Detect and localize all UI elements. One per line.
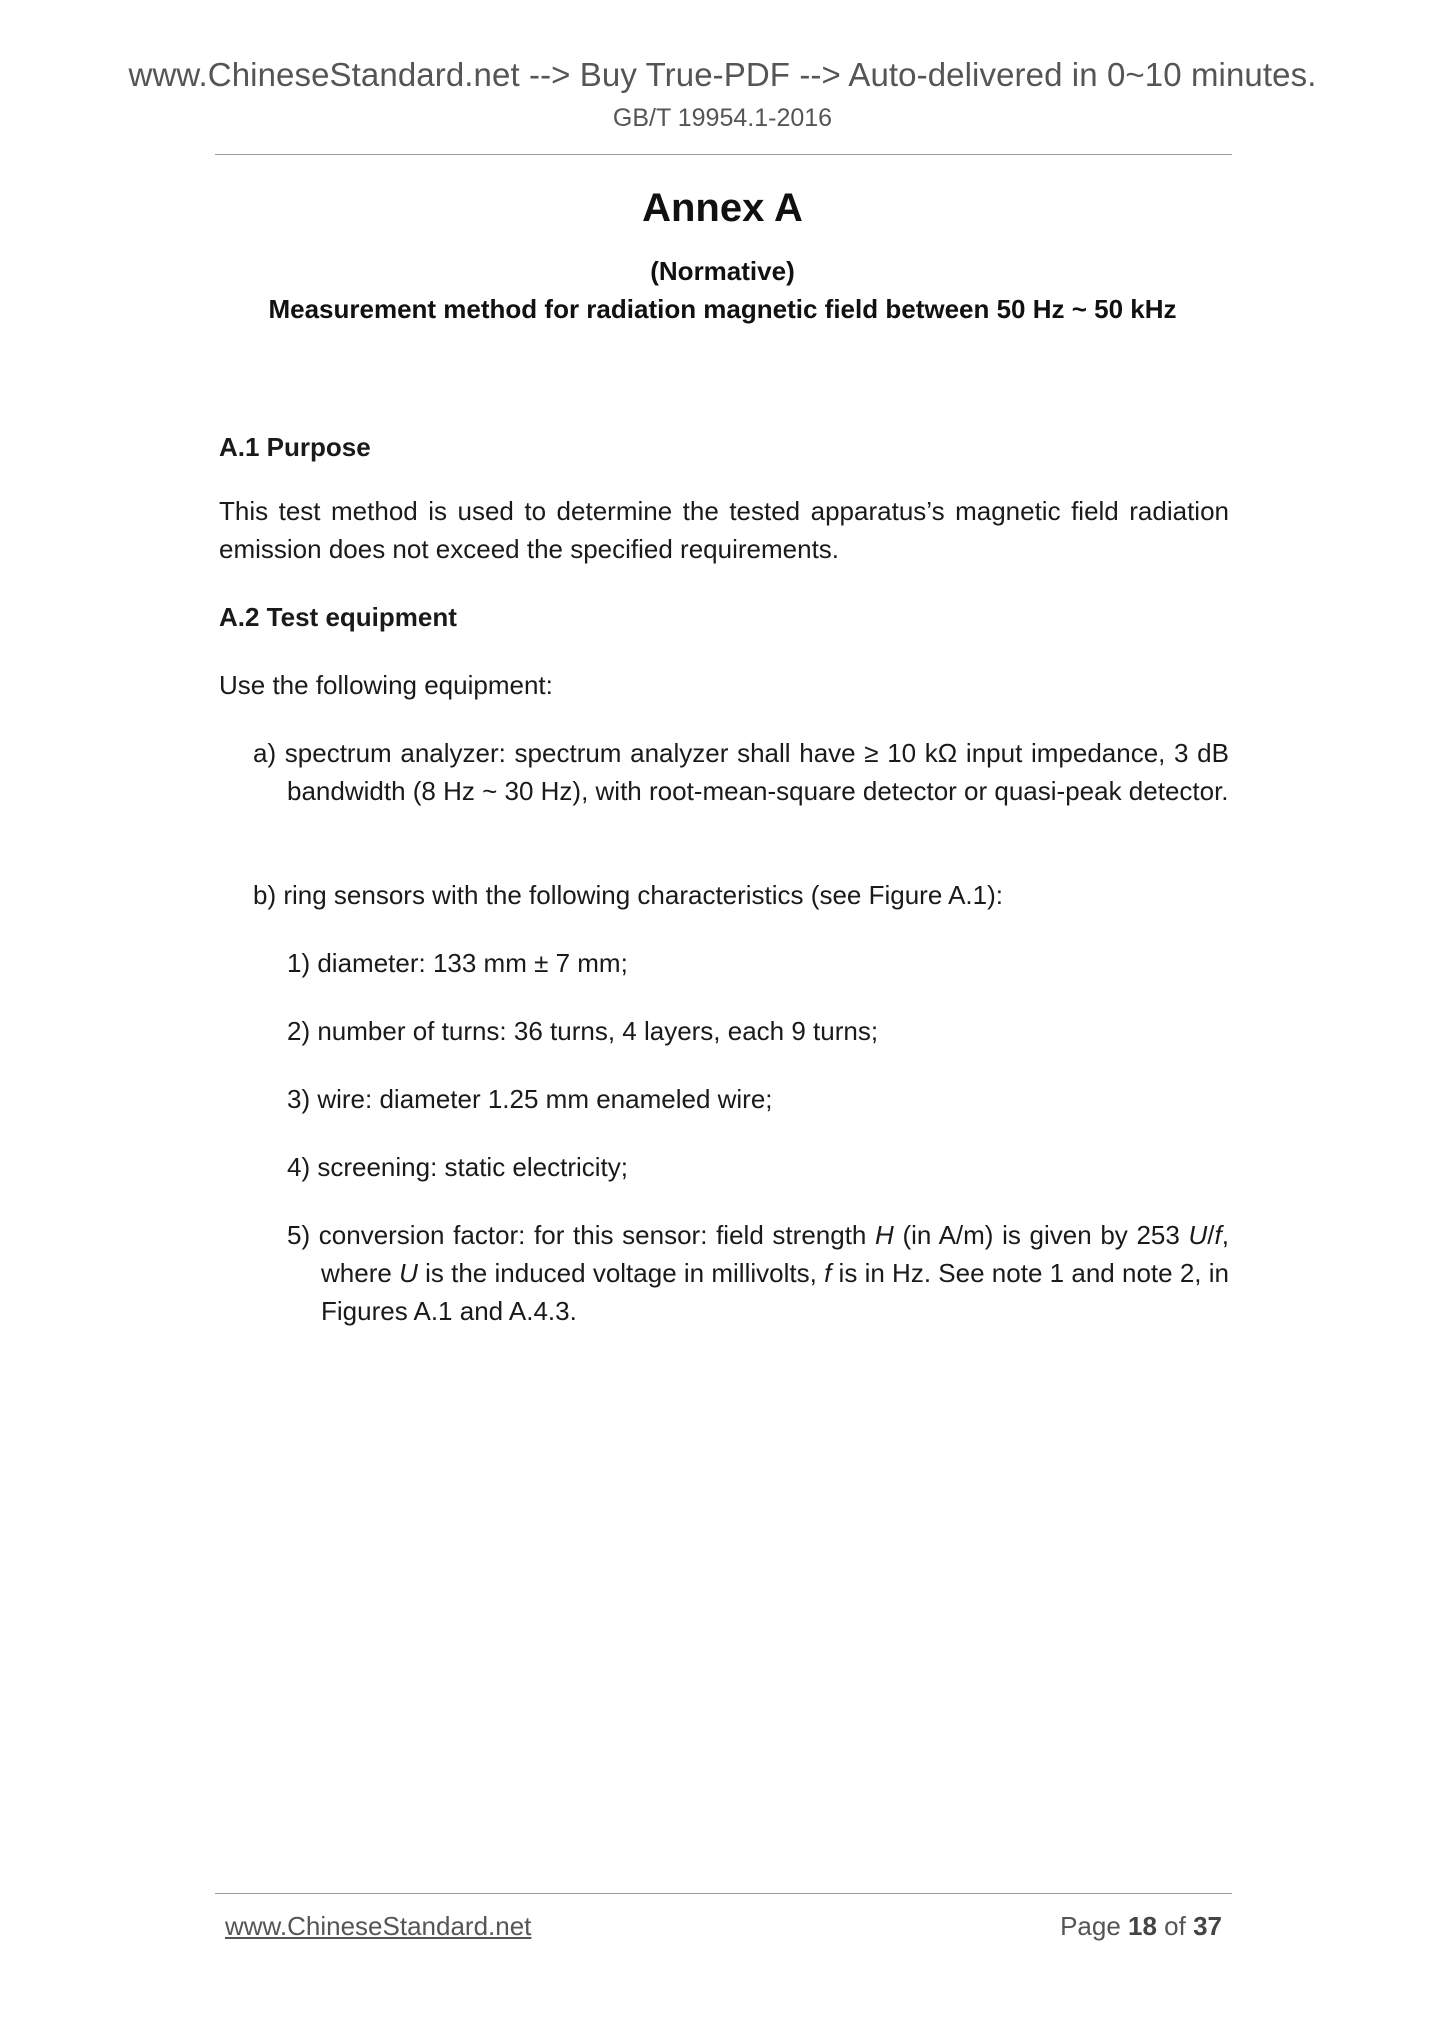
- sub-item-2: 2) number of turns: 36 turns, 4 layers, each 9 turns;: [287, 1016, 879, 1046]
- section-a2-intro: Use the following equipment:: [219, 670, 553, 700]
- symbol-U: U: [1188, 1220, 1208, 1250]
- header-divider: [215, 154, 1232, 155]
- sub-item-5-text: , where: [321, 1220, 1229, 1288]
- section-a1-text: This test method is used to determine the tested apparatus’s magnetic field radiation emission does not exceed the specified requirements.: [219, 496, 1229, 564]
- sub-item-5: [287, 1216, 1229, 1330]
- sub-item-5-text: /: [1207, 1220, 1215, 1250]
- symbol-H: H: [875, 1220, 894, 1250]
- standard-code: GB/T 19954.1-2016: [612, 104, 833, 132]
- footer-divider: [215, 1893, 1232, 1894]
- section-a2-heading: A.2 Test equipment: [219, 602, 457, 632]
- sub-item-5-text: (in A/m) is given by 253: [893, 1220, 1189, 1250]
- page-indicator: [1060, 1911, 1222, 1942]
- section-a1-heading: A.1 Purpose: [219, 432, 371, 462]
- list-item-a: a) spectrum analyzer: spectrum analyzer shall have ≥ 10 kΩ input impedance, 3 dB bandwidth (8 Hz ~ 30 Hz), with root-mean-square detector or quasi-peak detector.: [253, 738, 1229, 806]
- page-of: of: [1156, 1911, 1194, 1941]
- symbol-f: f: [1214, 1220, 1222, 1250]
- sub-item-5-text: 5) conversion factor: for this sensor: field strength: [287, 1220, 876, 1250]
- page-current: 18: [1128, 1911, 1157, 1941]
- symbol-U: U: [399, 1258, 418, 1288]
- list-item-b: b) ring sensors with the following characteristics (see Figure A.1):: [253, 880, 1003, 910]
- sub-item-3: 3) wire: diameter 1.25 mm enameled wire;: [287, 1084, 773, 1114]
- page-total: 37: [1193, 1911, 1222, 1941]
- sub-item-1: 1) diameter: 133 mm ± 7 mm;: [287, 948, 628, 978]
- footer-website-link[interactable]: www.ChineseStandard.net: [225, 1911, 532, 1941]
- annex-title: Annex A: [642, 186, 803, 230]
- header-banner: www.ChineseStandard.net --> Buy True-PDF --> Auto-delivered in 0~10 minutes.: [128, 56, 1317, 93]
- symbol-f: f: [824, 1258, 832, 1288]
- page-label: Page: [1060, 1911, 1129, 1941]
- sub-item-5-text: is the induced voltage in millivolts,: [417, 1258, 825, 1288]
- annex-subtitle: Measurement method for radiation magnetic field between 50 Hz ~ 50 kHz: [268, 294, 1177, 324]
- sub-item-4: 4) screening: static electricity;: [287, 1152, 629, 1182]
- sub-item-5-text: is in Hz. See note 1 and note 2, in Figures A.1 and A.4.3.: [321, 1258, 1229, 1326]
- annex-status: (Normative): [650, 256, 795, 286]
